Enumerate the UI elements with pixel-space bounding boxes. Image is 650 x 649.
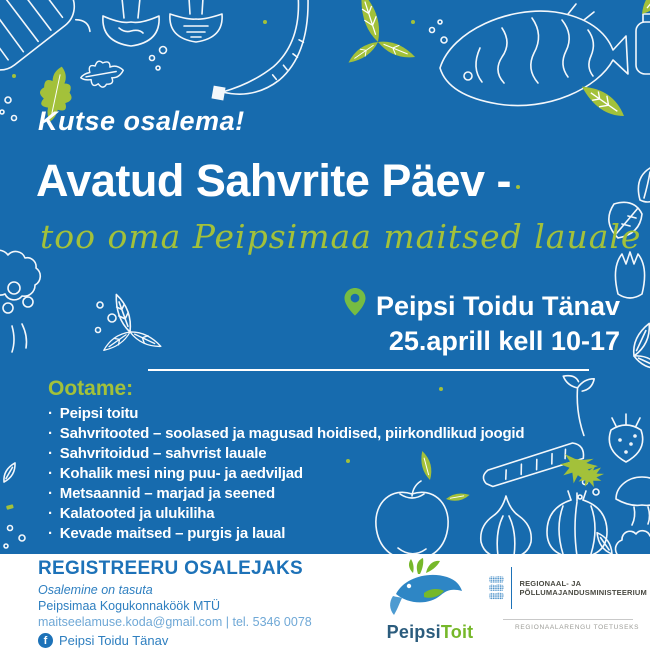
bubbles-icon xyxy=(96,302,117,333)
bullet-dot: · xyxy=(48,425,53,442)
logo-divider xyxy=(511,567,512,609)
bullet-dot: · xyxy=(48,465,53,482)
list-item-label: Kalatooted ja ulukiliha xyxy=(59,505,215,522)
peipsitoit-logo xyxy=(374,558,486,643)
mushroom-icon xyxy=(170,0,222,42)
free-note: Osalemine on tasuta xyxy=(38,583,153,597)
list-item xyxy=(48,444,524,464)
mushroom-icon xyxy=(616,477,650,525)
list-item-label: Kohalik mesi ning puu- ja aedviljad xyxy=(59,465,303,482)
expected-items-list xyxy=(48,404,524,544)
oak-leaf-icon xyxy=(78,57,125,90)
list-item-label: Kevade maitsed – purgis ja laual xyxy=(59,525,286,542)
footer xyxy=(0,554,650,649)
list-item xyxy=(48,404,524,424)
facebook-icon: f xyxy=(38,633,53,648)
register-heading: REGISTREERU OSALEJAKS xyxy=(38,558,303,579)
bullet-dot: · xyxy=(48,505,53,522)
location-datetime: 25.aprill kell 10-17 xyxy=(388,326,620,356)
location-name: Peipsi Toidu Tänav xyxy=(375,291,620,321)
list-item-label: Sahvritooted – soolased ja magusad hoidised, piirkondlikud joogid xyxy=(59,425,525,442)
bullet-dot: · xyxy=(48,405,53,422)
list-item xyxy=(48,524,524,544)
cauliflower-icon xyxy=(0,250,40,352)
list-item-label: Sahvritoidud – sahvrist lauale xyxy=(59,445,267,462)
peipsitoit-wordmark xyxy=(374,622,486,643)
page-title: Avatud Sahvrite Päev - xyxy=(36,155,512,206)
ministry-rule xyxy=(503,619,633,620)
ministry-name-line2: PÕLLUMAJANDUSMINISTEERIUM xyxy=(519,588,647,597)
list-item xyxy=(48,464,524,484)
carrot-top-icon xyxy=(563,371,603,437)
ministry-name xyxy=(519,579,647,598)
ministry-logo xyxy=(489,566,647,631)
leaf-icon xyxy=(1,461,18,484)
bullet-dot: · xyxy=(48,525,53,542)
bubbles-icon xyxy=(4,526,25,549)
invite-heading: Kutse osalema! xyxy=(38,106,245,136)
list-item xyxy=(48,424,524,444)
wordmark-toit: Toit xyxy=(440,622,474,642)
list-heading: Ootame: xyxy=(48,377,134,400)
wordmark-peipsi: Peipsi xyxy=(386,622,441,642)
fish-icon xyxy=(440,4,628,106)
location-block xyxy=(344,288,620,358)
list-item-label: Metsaannid – marjad ja seened xyxy=(59,485,275,502)
footer-contact-block xyxy=(38,558,312,648)
list-item-label: Peipsi toitu xyxy=(59,405,139,422)
peipsitoit-fish-icon xyxy=(380,558,480,620)
bubbles-icon xyxy=(578,480,599,500)
facebook-row xyxy=(38,633,312,648)
contact-line: maitseelamuse.koda@gmail.com | tel. 5346 0078 xyxy=(38,615,312,629)
onion-icon xyxy=(547,491,607,558)
bullet-dot: · xyxy=(48,445,53,462)
divider-line xyxy=(148,369,589,371)
organizer-name: Peipsimaa Kogukonnaköök MTÜ xyxy=(38,599,221,613)
ministry-tagline: REGIONAALARENGU TOETUSEKS xyxy=(515,624,640,631)
bullet-dot: · xyxy=(48,485,53,502)
tagline-script: too oma Peipsimaa maitsed lauale xyxy=(40,217,642,256)
list-item xyxy=(48,504,524,524)
strawberry-icon xyxy=(609,414,642,462)
facebook-page-name: Peipsi Toidu Tänav xyxy=(59,633,169,648)
bottle-icon xyxy=(636,14,650,74)
mushroom-icon xyxy=(103,0,159,46)
basil-leaves-icon xyxy=(101,293,162,354)
bubbles-icon xyxy=(430,20,448,43)
coat-of-arms-icon xyxy=(489,566,504,610)
leaf-sprig-icon xyxy=(628,321,650,372)
location-pin-icon xyxy=(344,288,366,324)
ministry-name-line1: REGIONAAL- JA xyxy=(519,578,582,588)
list-item xyxy=(48,484,524,504)
